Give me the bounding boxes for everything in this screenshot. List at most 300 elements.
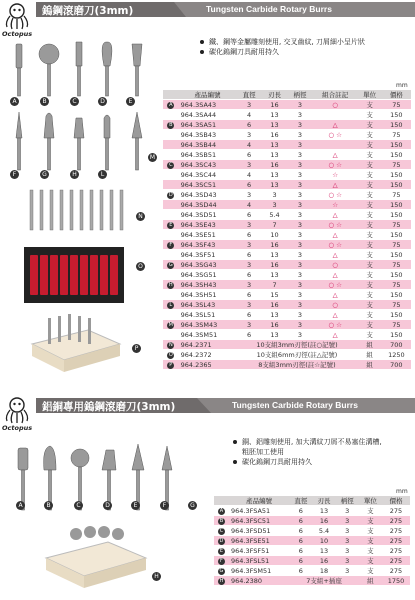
price: 150 xyxy=(382,150,411,160)
diameter: 3 xyxy=(236,160,261,170)
blade-length: 13 xyxy=(262,170,287,180)
row-mark: L xyxy=(167,302,174,309)
table-row xyxy=(214,576,410,586)
diameter: 6 xyxy=(236,150,261,160)
blade-length: 16 xyxy=(262,130,287,140)
diameter: 6 xyxy=(289,546,312,556)
al-burr-set-photo xyxy=(42,520,152,592)
row-mark: F xyxy=(218,558,225,565)
col-header: 單位 xyxy=(359,496,382,506)
set-note: ○ ☆ xyxy=(313,160,358,170)
shank-diameter: 3 xyxy=(287,300,312,310)
product-code: 964.3SH51 xyxy=(179,290,237,300)
price: 75 xyxy=(382,280,411,290)
unit: 支 xyxy=(359,506,382,516)
row-mark-cell xyxy=(163,360,179,370)
row-mark-cell xyxy=(214,516,229,526)
row-mark: O xyxy=(168,352,173,359)
row-mark-cell xyxy=(214,546,229,556)
diameter: 6 xyxy=(236,250,261,260)
price: 150 xyxy=(382,180,411,190)
photo-letter: E xyxy=(126,97,135,106)
section-title-cn-2: 鋁銅專用鎢鋼滾磨刀(3mm) xyxy=(42,401,176,413)
row-mark-cell xyxy=(163,320,179,330)
unit: 支 xyxy=(359,556,382,566)
table-row xyxy=(163,140,411,150)
product-code: 964.3SE43 xyxy=(179,220,237,230)
table-row xyxy=(163,190,411,200)
photo-letter: O xyxy=(136,262,145,271)
burr-set-p-image xyxy=(28,310,123,378)
col-header: 產品編號 xyxy=(179,90,237,100)
price: 75 xyxy=(382,220,411,230)
product-code: 964.2365 xyxy=(179,360,237,370)
set-note: △ xyxy=(313,270,358,280)
photo-letter: D xyxy=(103,501,112,510)
row-mark: G xyxy=(168,262,173,269)
unit: 支 xyxy=(358,120,382,130)
table-row xyxy=(163,210,411,220)
col-header-mark xyxy=(163,90,179,100)
shank-diameter: 3 xyxy=(336,536,359,546)
blade-length: 13 xyxy=(262,330,287,340)
set-note xyxy=(313,110,358,120)
set-note: △ xyxy=(313,310,358,320)
blade-length: 16 xyxy=(262,240,287,250)
row-mark: P xyxy=(169,362,173,369)
unit: 支 xyxy=(358,130,382,140)
price: 75 xyxy=(382,240,411,250)
blade-length: 13 xyxy=(262,310,287,320)
row-mark-cell xyxy=(163,280,179,290)
row-mark: H xyxy=(168,282,173,289)
unit-label: mm xyxy=(396,82,408,89)
row-mark-cell xyxy=(163,250,179,260)
burr-photo-row-2 xyxy=(4,108,154,178)
table-header-row xyxy=(163,90,411,100)
set-note: △ xyxy=(313,290,358,300)
price: 275 xyxy=(382,546,410,556)
set-note: ○ ☆ xyxy=(313,240,358,250)
row-mark-cell xyxy=(163,290,179,300)
blade-length: 7 xyxy=(262,280,287,290)
unit: 支 xyxy=(358,110,382,120)
row-mark: F xyxy=(167,242,174,249)
unit: 支 xyxy=(358,180,382,190)
row-mark-cell xyxy=(214,526,229,536)
table-row xyxy=(163,320,411,330)
diameter: 6 xyxy=(236,180,261,190)
row-mark-cell xyxy=(163,200,179,210)
product-code: 964.3FSD51 xyxy=(229,526,289,536)
blade-length: 13 xyxy=(312,546,335,556)
blade-length: 16 xyxy=(262,320,287,330)
price: 275 xyxy=(382,516,410,526)
product-code: 964.3FSF51 xyxy=(229,546,289,556)
photo-letter: H xyxy=(152,572,161,581)
table-row xyxy=(214,506,410,516)
row-mark: A xyxy=(169,102,173,109)
product-code: 964.3SA51 xyxy=(179,120,237,130)
unit: 支 xyxy=(359,516,382,526)
row-mark: D xyxy=(219,538,224,545)
row-mark-cell xyxy=(163,310,179,320)
blade-length: 13 xyxy=(312,506,335,516)
product-code: 964.3FSA51 xyxy=(229,506,289,516)
product-code: 964.3SF51 xyxy=(179,250,237,260)
diameter: 6 xyxy=(236,330,261,340)
blade-length: 16 xyxy=(312,556,335,566)
table-row xyxy=(214,516,410,526)
blade-length: 18 xyxy=(312,566,335,576)
shank-diameter: 3 xyxy=(336,526,359,536)
col-header: 刃長 xyxy=(262,90,287,100)
col-header: 柄徑 xyxy=(287,90,312,100)
row-mark: E xyxy=(169,222,173,229)
price: 150 xyxy=(382,110,411,120)
octopus-logo-2 xyxy=(2,396,36,436)
product-code: 964.3SA44 xyxy=(179,110,237,120)
unit: 支 xyxy=(358,160,382,170)
unit: 支 xyxy=(358,320,382,330)
section-title-cn: 鎢鋼滾磨刀(3mm) xyxy=(42,5,134,17)
set-description: 7支組+插座 xyxy=(289,576,358,586)
photo-letter: G xyxy=(188,501,197,510)
table-row xyxy=(163,330,411,340)
diameter: 3 xyxy=(236,260,261,270)
table-row xyxy=(163,150,411,160)
product-code: 964.3FSC51 xyxy=(229,516,289,526)
shank-diameter: 3 xyxy=(336,566,359,576)
blade-length: 10 xyxy=(262,230,287,240)
row-mark-cell xyxy=(163,260,179,270)
photo-letter: C xyxy=(74,501,83,510)
row-mark-cell xyxy=(214,566,229,576)
photo-letter: A xyxy=(10,97,19,106)
row-mark-cell xyxy=(163,330,179,340)
section-title-en: Tungsten Carbide Rotary Burrs xyxy=(206,4,332,14)
burr-bits-image xyxy=(4,36,154,106)
photo-letter: A xyxy=(16,501,25,510)
col-header: 價格 xyxy=(382,496,410,506)
unit: 組 xyxy=(358,360,382,370)
product-code: 964.2380 xyxy=(229,576,289,586)
photo-letter: H xyxy=(70,170,79,179)
unit: 支 xyxy=(358,170,382,180)
set-note: △ xyxy=(313,210,358,220)
col-header: 價格 xyxy=(382,90,411,100)
unit: 支 xyxy=(358,240,382,250)
set-note: △ xyxy=(313,250,358,260)
col-header: 直徑 xyxy=(236,90,261,100)
shank-diameter: 3 xyxy=(287,330,312,340)
product-code: 964.3SC43 xyxy=(179,160,237,170)
blade-length: 13 xyxy=(262,270,287,280)
shank-diameter: 3 xyxy=(336,506,359,516)
table-row xyxy=(214,536,410,546)
set-note: ○ ☆ xyxy=(313,190,358,200)
product-code: 964.3SM43 xyxy=(179,320,237,330)
table-row xyxy=(163,200,411,210)
set-description: 10支組3mm刃徑(註○記號) xyxy=(236,340,357,350)
diameter: 3 xyxy=(236,300,261,310)
shank-diameter: 3 xyxy=(336,556,359,566)
shank-diameter: 3 xyxy=(287,100,312,110)
shank-diameter: 3 xyxy=(287,310,312,320)
product-code: 964.3FSM51 xyxy=(229,566,289,576)
row-mark-cell xyxy=(214,576,229,586)
price: 150 xyxy=(382,310,411,320)
product-code: 964.3SD44 xyxy=(179,200,237,210)
table-row xyxy=(163,100,411,110)
unit: 支 xyxy=(359,526,382,536)
table-row xyxy=(163,170,411,180)
price: 75 xyxy=(382,100,411,110)
table-row xyxy=(163,250,411,260)
photo-letter: F xyxy=(10,170,19,179)
price: 1250 xyxy=(382,350,411,360)
row-mark-cell xyxy=(163,150,179,160)
diameter: 6 xyxy=(289,566,312,576)
blade-length: 13 xyxy=(262,120,287,130)
unit: 支 xyxy=(359,566,382,576)
product-code: 964.3SG43 xyxy=(179,260,237,270)
table-row xyxy=(163,300,411,310)
col-header: 刃長 xyxy=(312,496,335,506)
blade-length: 13 xyxy=(262,250,287,260)
diameter: 3 xyxy=(236,100,261,110)
row-mark-cell xyxy=(214,506,229,516)
price: 700 xyxy=(382,360,411,370)
price: 275 xyxy=(382,506,410,516)
table-row xyxy=(163,360,411,370)
unit: 支 xyxy=(359,536,382,546)
shank-diameter: 3 xyxy=(287,270,312,280)
diameter: 3 xyxy=(236,220,261,230)
table-row xyxy=(163,130,411,140)
row-mark: B xyxy=(169,122,173,129)
shank-diameter: 3 xyxy=(287,220,312,230)
table-row xyxy=(163,280,411,290)
product-code: 964.3SM51 xyxy=(179,330,237,340)
section-aluminum-copper-burrs xyxy=(0,392,415,600)
price: 75 xyxy=(382,320,411,330)
set-note: △ xyxy=(313,230,358,240)
blade-length: 5.4 xyxy=(312,526,335,536)
unit: 支 xyxy=(358,230,382,240)
row-mark: A xyxy=(219,508,224,515)
diameter: 6 xyxy=(236,210,261,220)
table-row xyxy=(163,230,411,240)
blade-length: 13 xyxy=(262,150,287,160)
price: 75 xyxy=(382,260,411,270)
photo-letter: M xyxy=(149,154,156,161)
unit: 支 xyxy=(358,250,382,260)
shank-diameter: 3 xyxy=(287,150,312,160)
shank-diameter: 3 xyxy=(287,120,312,130)
set-note: ○ ☆ xyxy=(313,280,358,290)
blade-length: 10 xyxy=(312,536,335,546)
product-code: 964.3SC51 xyxy=(179,180,237,190)
product-code: 964.3SL51 xyxy=(179,310,237,320)
price: 150 xyxy=(382,270,411,280)
blade-length: 3 xyxy=(262,200,287,210)
price: 150 xyxy=(382,210,411,220)
set-note: ○ ☆ xyxy=(313,130,358,140)
price: 150 xyxy=(382,230,411,240)
col-header: 直徑 xyxy=(289,496,312,506)
set-note: △ xyxy=(313,150,358,160)
product-code: 964.3SB51 xyxy=(179,150,237,160)
set-note: △ xyxy=(313,180,358,190)
row-mark: M xyxy=(168,322,173,329)
product-code: 964.3SB44 xyxy=(179,140,237,150)
price: 275 xyxy=(382,536,410,546)
table-row xyxy=(163,290,411,300)
set-note xyxy=(313,140,358,150)
diameter: 6 xyxy=(289,536,312,546)
diameter: 3 xyxy=(236,320,261,330)
price: 75 xyxy=(382,160,411,170)
row-mark-cell xyxy=(163,140,179,150)
section-title-en-2: Tungsten Carbide Rotary Burrs xyxy=(232,400,358,410)
row-mark-cell xyxy=(163,210,179,220)
diameter: 6 xyxy=(289,516,312,526)
set-note: △ xyxy=(313,330,358,340)
price: 150 xyxy=(382,290,411,300)
diameter: 3 xyxy=(236,240,261,250)
blade-length: 16 xyxy=(312,516,335,526)
shank-diameter: 3 xyxy=(287,200,312,210)
col-header: 產品編號 xyxy=(229,496,289,506)
product-code: 964.3SD43 xyxy=(179,190,237,200)
diameter: 6 xyxy=(289,556,312,566)
shank-diameter: 3 xyxy=(287,230,312,240)
row-mark: E xyxy=(219,548,224,555)
features-list xyxy=(200,37,410,57)
price: 150 xyxy=(382,250,411,260)
set-note: ☆ xyxy=(313,200,358,210)
diameter: 6 xyxy=(289,506,312,516)
burr-set-n-photo xyxy=(22,182,132,242)
shank-diameter: 3 xyxy=(287,280,312,290)
feature-item: 銅、鋁雕刻使用, 加大溝紋刀屑不易塞住溝槽, 粗胚加工使用 xyxy=(233,437,383,457)
price: 75 xyxy=(382,130,411,140)
row-mark-cell xyxy=(163,110,179,120)
product-code: 964.2372 xyxy=(179,350,237,360)
burr-bits-image-2 xyxy=(4,108,154,178)
diameter: 4 xyxy=(236,200,261,210)
row-mark-cell xyxy=(163,180,179,190)
unit: 組 xyxy=(359,576,382,586)
table-row xyxy=(163,340,411,350)
unit: 支 xyxy=(358,260,382,270)
burr-set-o-photo xyxy=(22,245,127,305)
diameter: 4 xyxy=(236,140,261,150)
unit: 支 xyxy=(358,100,382,110)
diameter: 6 xyxy=(236,270,261,280)
unit: 支 xyxy=(358,300,382,310)
row-mark-cell xyxy=(163,240,179,250)
photo-letter: G xyxy=(40,170,49,179)
shank-diameter: 3 xyxy=(287,250,312,260)
photo-letter: D xyxy=(98,97,107,106)
blade-length: 13 xyxy=(262,110,287,120)
blade-length: 16 xyxy=(262,160,287,170)
shank-diameter: 3 xyxy=(287,260,312,270)
diameter: 4 xyxy=(236,170,261,180)
unit: 支 xyxy=(358,330,382,340)
set-description: 8支組3mm刃徑(註☆記號) xyxy=(236,360,357,370)
photo-letter: B xyxy=(44,501,53,510)
row-mark: C xyxy=(219,528,224,535)
set-description: 10支組6mm刃徑(註△記號) xyxy=(236,350,357,360)
photo-letter: C xyxy=(70,97,79,106)
unit: 支 xyxy=(358,280,382,290)
price: 275 xyxy=(382,566,410,576)
row-mark-cell xyxy=(163,350,179,360)
photo-letter: P xyxy=(132,344,141,353)
unit: 支 xyxy=(358,290,382,300)
price: 150 xyxy=(382,120,411,130)
shank-diameter: 3 xyxy=(287,140,312,150)
blade-length: 16 xyxy=(262,260,287,270)
blade-length: 13 xyxy=(262,140,287,150)
shank-diameter: 3 xyxy=(287,240,312,250)
price: 150 xyxy=(382,200,411,210)
diameter: 6 xyxy=(236,290,261,300)
shank-diameter: 3 xyxy=(287,170,312,180)
row-mark-cell xyxy=(163,170,179,180)
price: 150 xyxy=(382,140,411,150)
blade-length: 16 xyxy=(262,100,287,110)
table-row xyxy=(214,566,410,576)
price: 1750 xyxy=(382,576,410,586)
features-list-2 xyxy=(233,437,383,467)
diameter: 4 xyxy=(236,110,261,120)
row-mark-cell xyxy=(163,160,179,170)
burr-set-o-image xyxy=(22,245,127,305)
price: 275 xyxy=(382,556,410,566)
photo-letter: L xyxy=(98,170,107,179)
product-code: 964.3FSL51 xyxy=(229,556,289,566)
product-code: 964.3SC44 xyxy=(179,170,237,180)
octopus-icon xyxy=(2,2,32,30)
product-code: 964.3SE51 xyxy=(179,230,237,240)
burr-set-n-image xyxy=(22,182,132,242)
unit: 組 xyxy=(358,340,382,350)
diameter: 6 xyxy=(236,230,261,240)
blade-length: 16 xyxy=(262,300,287,310)
price: 150 xyxy=(382,330,411,340)
set-note: ○ ☆ xyxy=(313,220,358,230)
row-mark-cell xyxy=(214,556,229,566)
feature-item: 碳化鎢鋼刀具耐用持久 xyxy=(233,457,383,467)
product-table-2 xyxy=(214,496,410,586)
section-header xyxy=(36,2,415,17)
diameter: 3 xyxy=(236,190,261,200)
product-code: 964.3FSE51 xyxy=(229,536,289,546)
shank-diameter: 3 xyxy=(287,290,312,300)
photo-letter: B xyxy=(40,97,49,106)
unit: 支 xyxy=(358,150,382,160)
diameter: 6 xyxy=(236,120,261,130)
row-mark-cell xyxy=(163,300,179,310)
row-mark: B xyxy=(219,518,224,525)
product-code: 964.3SG51 xyxy=(179,270,237,280)
price: 75 xyxy=(382,190,411,200)
table-row xyxy=(163,240,411,250)
